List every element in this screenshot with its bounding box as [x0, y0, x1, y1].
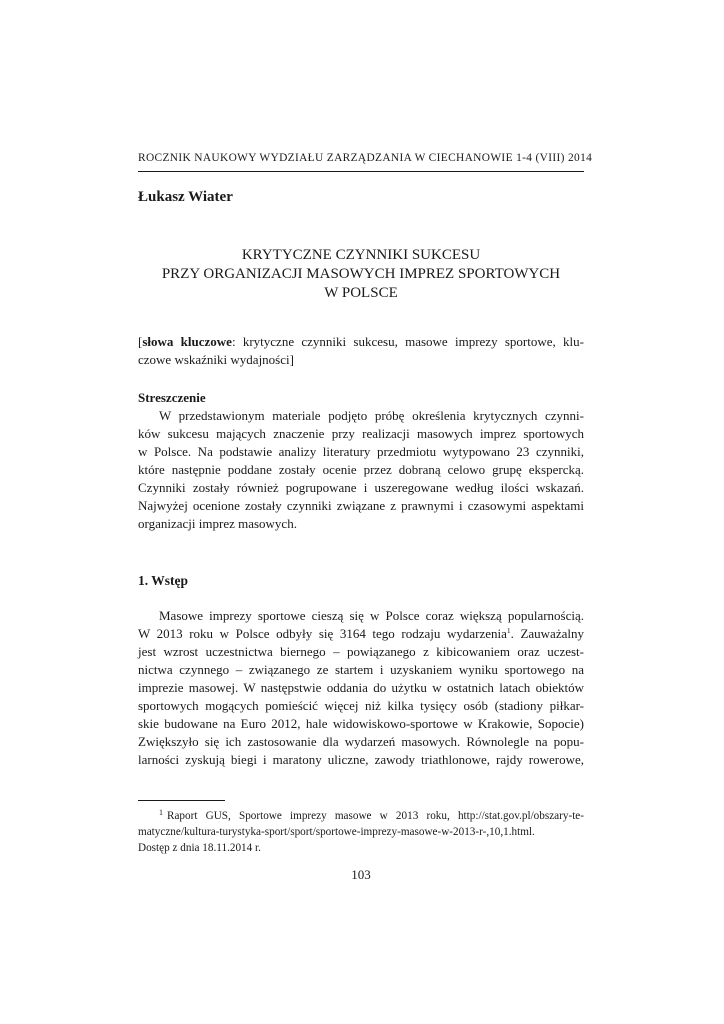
footnote-line: Dostęp z dnia 18.11.2014 r.: [138, 842, 261, 854]
abstract-line: W przedstawionym materiale podjęto próbę określenia krytycznych czynni-: [159, 408, 584, 423]
footnote-rule: [138, 800, 225, 801]
footnote-line: matyczne/kultura-turystyka-sport/sport/sportowe-imprezy-masowe-w-2013-r-,10,1.html.: [138, 826, 535, 838]
footnote-reference[interactable]: 1: [506, 626, 511, 635]
keywords-label: słowa kluczowe: [142, 334, 232, 349]
abstract-line: w Polsce. Na podstawie analizy literatury przedmiotu wytypowano 23 czynniki,: [138, 444, 584, 459]
keywords-open-bracket: [: [138, 334, 143, 349]
abstract-body: [138, 407, 584, 533]
running-header: ROCZNIK NAUKOWY WYDZIAŁU ZARZĄDZANIA W CIECHANOWIE 1-4 (VIII) 2014: [138, 152, 593, 164]
section-heading: 1. Wstęp: [138, 573, 189, 588]
footnote-number: 1: [159, 808, 163, 817]
abstract-line: które następnie poddane zostały ocenie przez dobraną celowo grupę ekspercką.: [138, 462, 584, 477]
page-number: 103: [351, 867, 371, 882]
abstract-line: Najwyżej ocenione zostały czynniki związane z prawnymi i czasowymi aspektami: [138, 498, 584, 513]
keywords-line-2: czowe wskaźniki wydajności]: [138, 352, 294, 367]
body-line: Masowe imprezy sportowe cieszą się w Polsce coraz większą popularnością.: [159, 608, 584, 623]
header-rule: [138, 171, 584, 172]
title-line-2: PRZY ORGANIZACJI MASOWYCH IMPREZ SPORTOWYCH: [161, 266, 561, 282]
body-line: skie budowane na Euro 2012, hale widowiskowo-sportowe w Krakowie, Sopocie): [138, 716, 584, 731]
body-line: larności zyskują biegi i maratony uliczne, zawody triathlonowe, rajdy rowerowe,: [138, 752, 584, 767]
abstract-heading: Streszczenie: [138, 390, 206, 405]
title-line-1: KRYTYCZNE CZYNNIKI SUKCESU: [241, 247, 481, 263]
footnote-line: Raport GUS, Sportowe imprezy masowe w 2013 roku, http://stat.gov.pl/obszary-te-: [167, 810, 584, 822]
title-line-3: W POLSCE: [324, 285, 398, 301]
article-title: [138, 246, 584, 303]
body-line: W 2013 roku w Polsce odbyły się 3164 tego rodzaju wydarzenia: [138, 626, 507, 641]
body-line: jest wzrost uczestnictwa biernego – powiązanego z kibicowaniem oraz uczest-: [138, 644, 584, 659]
keywords-line-1: : krytyczne czynniki sukcesu, masowe imprezy sportowe, klu-: [231, 334, 584, 349]
body-line: nictwa czynnego – związanego ze startem i uzyskaniem wyniku sportowego na: [138, 662, 584, 677]
abstract-line: organizacji imprez masowych.: [138, 516, 297, 531]
body-line-with-footnote: [138, 625, 584, 643]
abstract-line: ków sukcesu mających znaczenie przy realizacji masowych imprez sportowych: [138, 426, 584, 441]
author-name: Łukasz Wiater: [138, 189, 233, 205]
abstract-line: Czynniki zostały również pogrupowane i uszeregowane według ilości wskazań.: [138, 480, 584, 495]
body-line: sportowych mogących pomieścić więcej niż kilka tysięcy osób (stadiony piłkar-: [138, 698, 584, 713]
keywords-block: [138, 333, 584, 369]
body-line-rest: . Zauważalny: [510, 626, 584, 641]
body-line: Zwiększyło się ich zastosowanie dla wydarzeń masowych. Równolegle na popu-: [138, 734, 584, 749]
footnote: [138, 805, 584, 856]
section-body: [138, 607, 584, 769]
body-line: imprezie masowej. W następstwie oddania do użytku w ostatnich latach obiektów: [138, 680, 584, 695]
